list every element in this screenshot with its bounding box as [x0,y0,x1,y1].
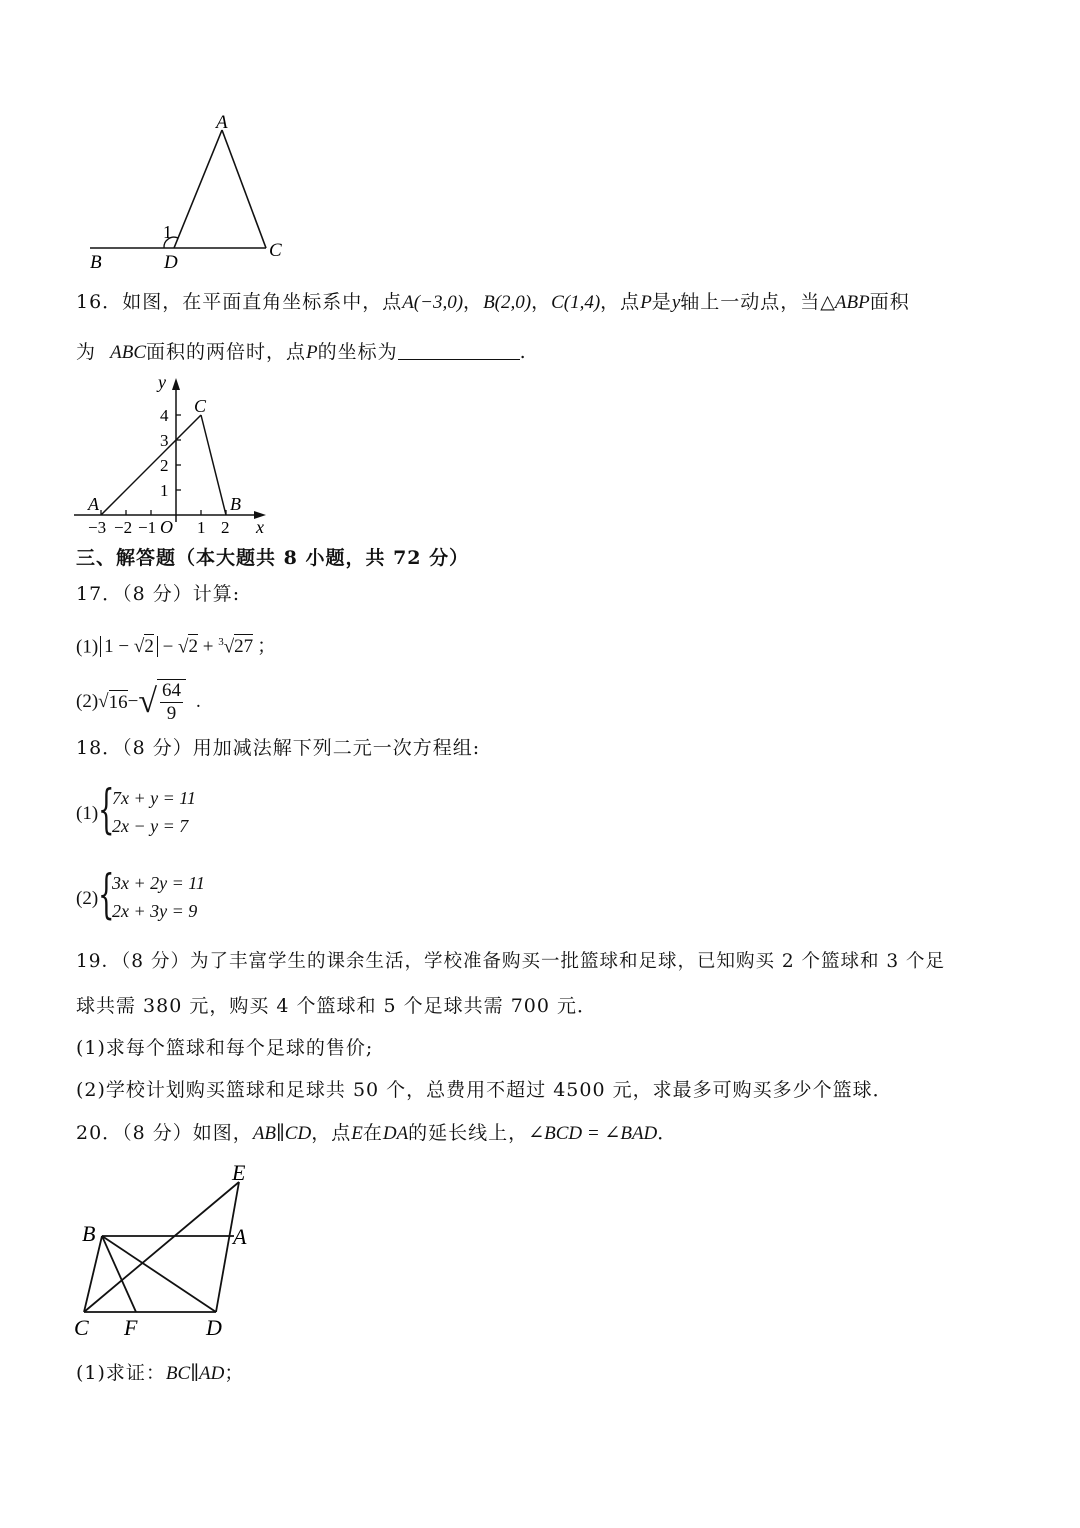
y-tick-label-3: 3 [160,431,169,450]
label-e: E [232,1160,246,1185]
axis-label-y: y [158,372,166,392]
segment-bc [84,1236,102,1312]
q19-part1: (1)求每个篮球和每个足球的售价; [76,1037,374,1059]
q17-p1-cube-index: 3 [218,636,224,648]
line-ac [222,130,266,248]
q16-text-5: 面积 [869,291,910,313]
segment-ac [101,415,201,515]
q18-s2-eq1: 3x + 2y = 11 [112,873,205,893]
x-tick-label-2: 2 [221,518,230,537]
label-b: B [90,252,102,273]
label-b-20: B [82,1221,96,1246]
y-axis-arrow [172,378,180,390]
q17-heading: 17．（8 分）计算: [76,583,241,605]
q16-text-2: ，点 [600,291,641,313]
q18-heading: 18．（8 分）用加减法解下列二元一次方程组: [76,737,481,759]
q16-text-3: 是 [651,291,672,313]
label-d-20: D [206,1315,222,1340]
sqrt-sign-2: √ [178,636,189,658]
q16-sep-2: ， [531,291,552,313]
y-tick-label-1: 1 [160,481,169,500]
label-c-20: C [74,1315,89,1340]
q20-p1-end: ； [224,1362,245,1384]
q16-answer-blank[interactable] [398,341,520,360]
q20-point-e: E [351,1123,363,1144]
sqrt-sign: √ [133,636,145,658]
q18-s1-brace: { [98,780,115,840]
q16-triangle-abp: △ABP [820,292,870,313]
sqrt-sign-3: √ [223,636,235,658]
q18-s2-eq2: 2x + 3y = 9 [112,901,198,921]
point-c-label: C [194,396,207,416]
q18-s1-label: (1) [76,803,99,824]
label-a: A [216,112,228,133]
q16-sep-1: ， [463,291,484,313]
q20-mid3-text: 的延长线上， [408,1122,529,1144]
x-tick-label-neg3: −3 [88,518,107,537]
q16-line2-c: 的坐标为 [317,341,398,363]
q17-part2-label: (2) [76,691,99,712]
q17-p2-denominator: 9 [166,703,177,724]
figure-coordinate-plane [70,372,280,542]
figure-quadrilateral [66,1158,266,1348]
label-f: F [124,1315,138,1340]
x-tick-label-1: 1 [197,518,206,537]
q16-point-p: P [640,292,652,313]
q20-mid2-text: 在 [362,1122,383,1144]
sqrt-sign-4: √ [98,691,109,712]
q20-head-text: 20．（8 分）如图， [76,1122,253,1144]
q17-p2-fraction [157,679,186,725]
q17-p1-end: ； [257,636,277,658]
q16-triangle-abc: ABC [110,342,146,363]
q17-p2-numerator: 64 [161,680,181,701]
q20-end: ． [657,1122,678,1144]
q17-p2-radicand-16: 16 [108,692,128,713]
q16-text-4: 轴上一动点，当 [680,291,821,313]
q16-point-p-2: P [306,342,318,363]
sqrt-sign-large: √ [138,683,157,720]
label-a-20: A [233,1224,247,1249]
q17-p2-end: . [195,691,201,712]
q17-part2 [76,676,201,728]
label-c: C [269,240,282,261]
section-3-heading: 三、解答题（本大题共 8 小题，共 72 分） [76,547,470,569]
q17-p1-plus: + [197,636,219,658]
point-a-label: A [88,494,99,514]
q17-p1-radicand-2: 2 [144,636,154,658]
q20-heading [76,1121,677,1146]
q17-part1 [76,630,276,659]
q17-part1-label: (1) [76,636,99,658]
q16-line2-a: 为 [76,341,97,363]
q17-p2-minus: − [127,691,139,712]
q18-s2-label: (2) [76,888,99,909]
x-tick-label-neg2: −2 [114,518,133,537]
q20-part1 [76,1361,244,1386]
origin-label: O [160,517,173,537]
point-b-label: B [230,494,241,514]
q20-angles: ∠BCD = ∠BAD [528,1123,658,1144]
q16-point-c: C(1,4) [551,292,601,313]
q18-s2-brace: { [98,865,115,925]
q16-point-a: A(−3,0) [402,292,464,313]
q16-text-1: 如图，在平面直角坐标系中，点 [122,291,403,313]
figure-triangle-abc [80,108,300,278]
q17-p1-one-minus: 1 − [104,636,134,658]
segment-cb [201,415,226,515]
q16-end: . [519,341,527,363]
q17-p1-radicand-2b: 2 [188,636,198,658]
x-tick-label-neg1: −1 [138,518,157,537]
abs-bar-left [100,636,154,657]
label-d: D [164,252,178,273]
y-tick-label-2: 2 [160,456,169,475]
q18-s1-eq1: 7x + y = 11 [112,788,196,808]
q16-axis-y: y [671,292,681,313]
q20-p1-label: (1)求证： [76,1362,166,1384]
q17-p1-minus: − [157,636,179,658]
q17-p1-radicand-27: 27 [234,636,254,658]
q16-point-b: B(2,0) [483,292,532,313]
label-angle-1: 1 [163,222,172,242]
q19-line1: 19．（8 分）为了丰富学生的课余生活，学校准备购买一批篮球和足球，已知购买 2 个篮球和 3 个足 [76,951,946,972]
q16-line2 [76,340,527,365]
line-da [174,130,222,248]
q19-part2: (2)学校计划购买篮球和足球共 50 个，总费用不超过 4500 元，求最多可购买多少个篮球． [76,1079,893,1101]
axis-label-x: x [256,517,264,537]
q16-line1 [76,290,910,315]
q20-ab-parallel-cd: AB∥CD [252,1123,312,1144]
q20-da: DA [382,1123,409,1144]
q20-mid-text: ，点 [311,1122,352,1144]
q19-line2: 球共需 380 元，购买 4 个篮球和 5 个足球共需 700 元． [76,995,598,1017]
q18-s1-eq2: 2x − y = 7 [112,816,189,836]
y-tick-label-4: 4 [160,406,169,425]
q16-number: 16． [76,291,123,313]
q16-line2-b: 面积的两倍时，点 [146,341,307,363]
q20-p1-math: BC∥AD [165,1363,225,1384]
